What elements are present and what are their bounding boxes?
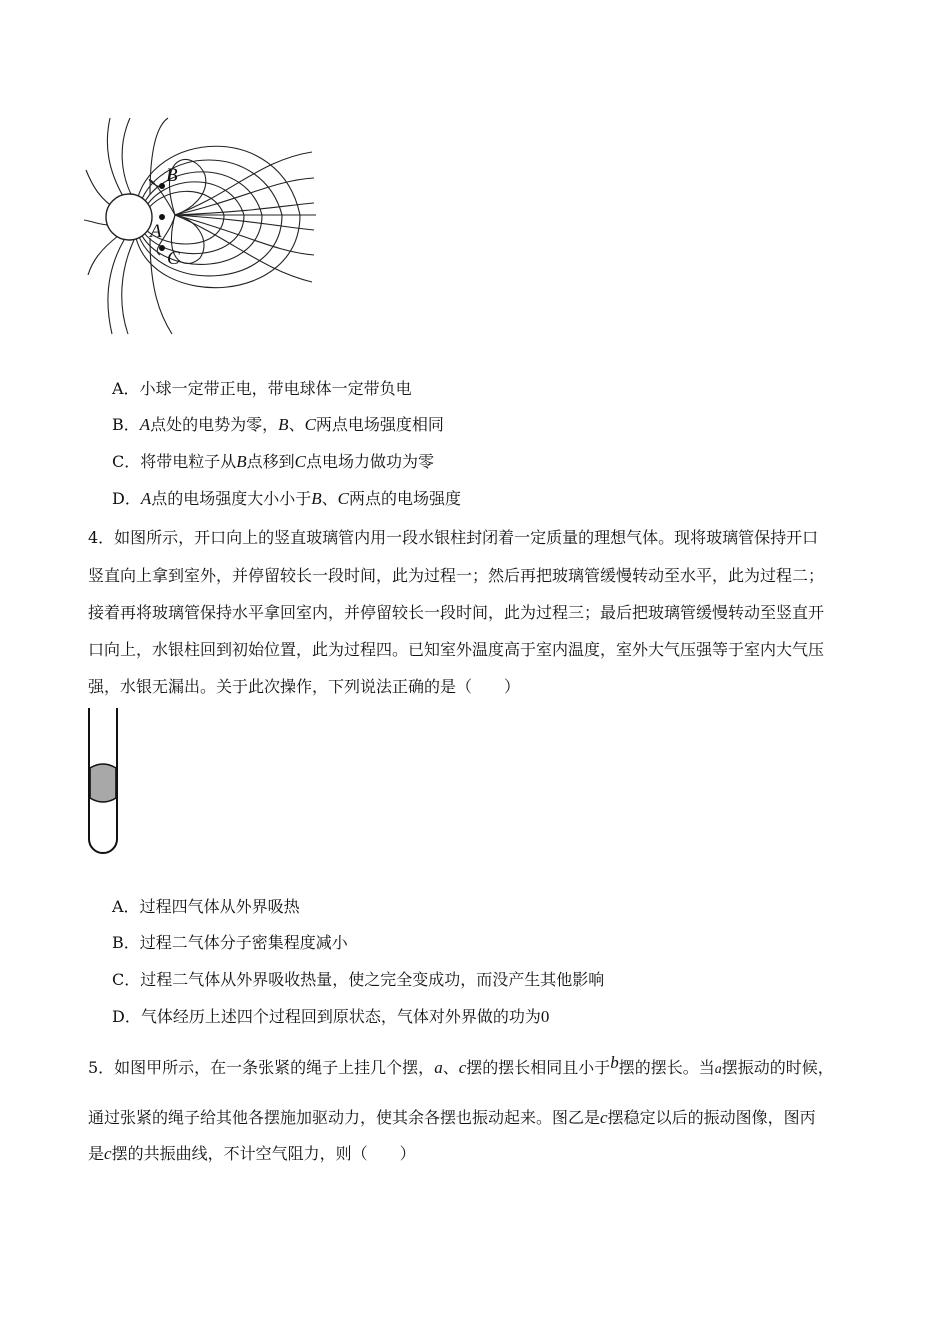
text-run: 是 — [88, 1144, 105, 1163]
label-a: A — [150, 221, 162, 242]
option-text: 过程二气体分子密集程度减小 — [139, 933, 348, 952]
label-b: B — [166, 165, 178, 186]
variable: a — [434, 1058, 443, 1077]
variable: B — [278, 415, 289, 434]
q5-stem-line — [88, 1053, 834, 1080]
text-run: 两点电场强度相同 — [315, 415, 444, 434]
q5-stem-line — [88, 1108, 816, 1128]
label-c: C — [167, 248, 180, 269]
variable: B — [236, 452, 247, 471]
q3-option-b — [112, 415, 444, 435]
option-letter: D． — [112, 1007, 141, 1026]
q4-stem-line: 强，水银无漏出。关于此次操作，下列说法正确的是（ ） — [88, 677, 521, 696]
option-letter: C． — [112, 452, 141, 471]
q3-option-c — [112, 452, 434, 472]
variable: C — [304, 415, 316, 434]
variable: C — [294, 452, 307, 471]
option-letter: A． — [112, 897, 140, 916]
q3-option-d — [112, 489, 461, 509]
q4-option-d — [112, 1007, 549, 1027]
q4-stem-line: 竖直向上拿到室外，并停留较长一段时间，此为过程一；然后再把玻璃管缓慢转动至水平，此为过程二； — [88, 566, 825, 585]
variable: c — [600, 1108, 608, 1127]
text-run: 点处的电势为零， — [150, 415, 279, 434]
option-text: 过程四气体从外界吸热 — [139, 897, 300, 916]
q5-stem-line — [88, 1144, 416, 1164]
variable: A — [140, 489, 152, 508]
glass-tube-figure — [84, 706, 126, 860]
text-run: 摆的摆长。当 — [618, 1058, 715, 1077]
q4-stem-line: 口向上，水银柱回到初始位置，此为过程四。已知室外温度高于室内温度，室外大气压强等于室内大气压 — [88, 640, 825, 659]
option-letter: A． — [112, 379, 140, 398]
text-run: 摆稳定以后的振动图像，图丙 — [607, 1108, 816, 1127]
q4-stem-line: 4．如图所示，开口向上的竖直玻璃管内用一段水银柱封闭着一定质量的理想气体。现将玻璃管保持开口 — [88, 528, 819, 547]
text-run: 摆振动的时候， — [721, 1058, 834, 1077]
option-text: 过程二气体从外界吸收热量，使之完全变成功，而没产生其他影响 — [140, 970, 605, 989]
variable: B — [311, 489, 322, 508]
text-run: 摆的共振曲线，不计空气阻力，则（ ） — [111, 1144, 416, 1163]
option-text: 小球一定带正电，带电球体一定带负电 — [139, 379, 412, 398]
text-run: 摆的摆长相同且小于 — [466, 1058, 611, 1077]
text-run: 、 — [442, 1058, 459, 1077]
text-run: 5．如图甲所示，在一条张紧的绳子上挂几个摆， — [88, 1058, 435, 1077]
variable: c — [104, 1144, 112, 1163]
q4-option-c — [112, 970, 604, 990]
text-run: 点电场力做功为零 — [306, 452, 435, 471]
variable: C — [337, 489, 349, 508]
variable: A — [139, 415, 151, 434]
text-run: 将带电粒子从 — [140, 452, 237, 471]
option-letter: B． — [112, 933, 140, 952]
variable: b — [610, 1053, 619, 1072]
variable: c — [458, 1058, 467, 1077]
option-letter: D． — [112, 489, 141, 508]
electric-field-figure — [80, 112, 330, 342]
q4-option-b — [112, 933, 348, 953]
text-run: 、 — [288, 415, 305, 434]
text-run: 点的电场强度大小小于 — [151, 489, 312, 508]
text-run: 通过张紧的绳子给其他各摆施加驱动力，使其余各摆也振动起来。图乙是 — [88, 1108, 601, 1127]
text-run: 、 — [321, 489, 338, 508]
text-run: 两点的电场强度 — [349, 489, 462, 508]
q4-stem-line: 接着再将玻璃管保持水平拿回室内，并停留较长一段时间，此为过程三；最后把玻璃管缓慢转动至竖直开 — [88, 603, 825, 622]
option-letter: B． — [112, 415, 140, 434]
q3-option-a — [112, 379, 412, 399]
text-run: 点移到 — [246, 452, 295, 471]
option-text: 气体经历上述四个过程回到原状态，气体对外界做的功为 — [140, 1007, 541, 1026]
value: 0 — [540, 1007, 550, 1026]
variable: a — [714, 1062, 722, 1077]
q4-option-a — [112, 897, 300, 917]
option-letter: C． — [112, 970, 141, 989]
